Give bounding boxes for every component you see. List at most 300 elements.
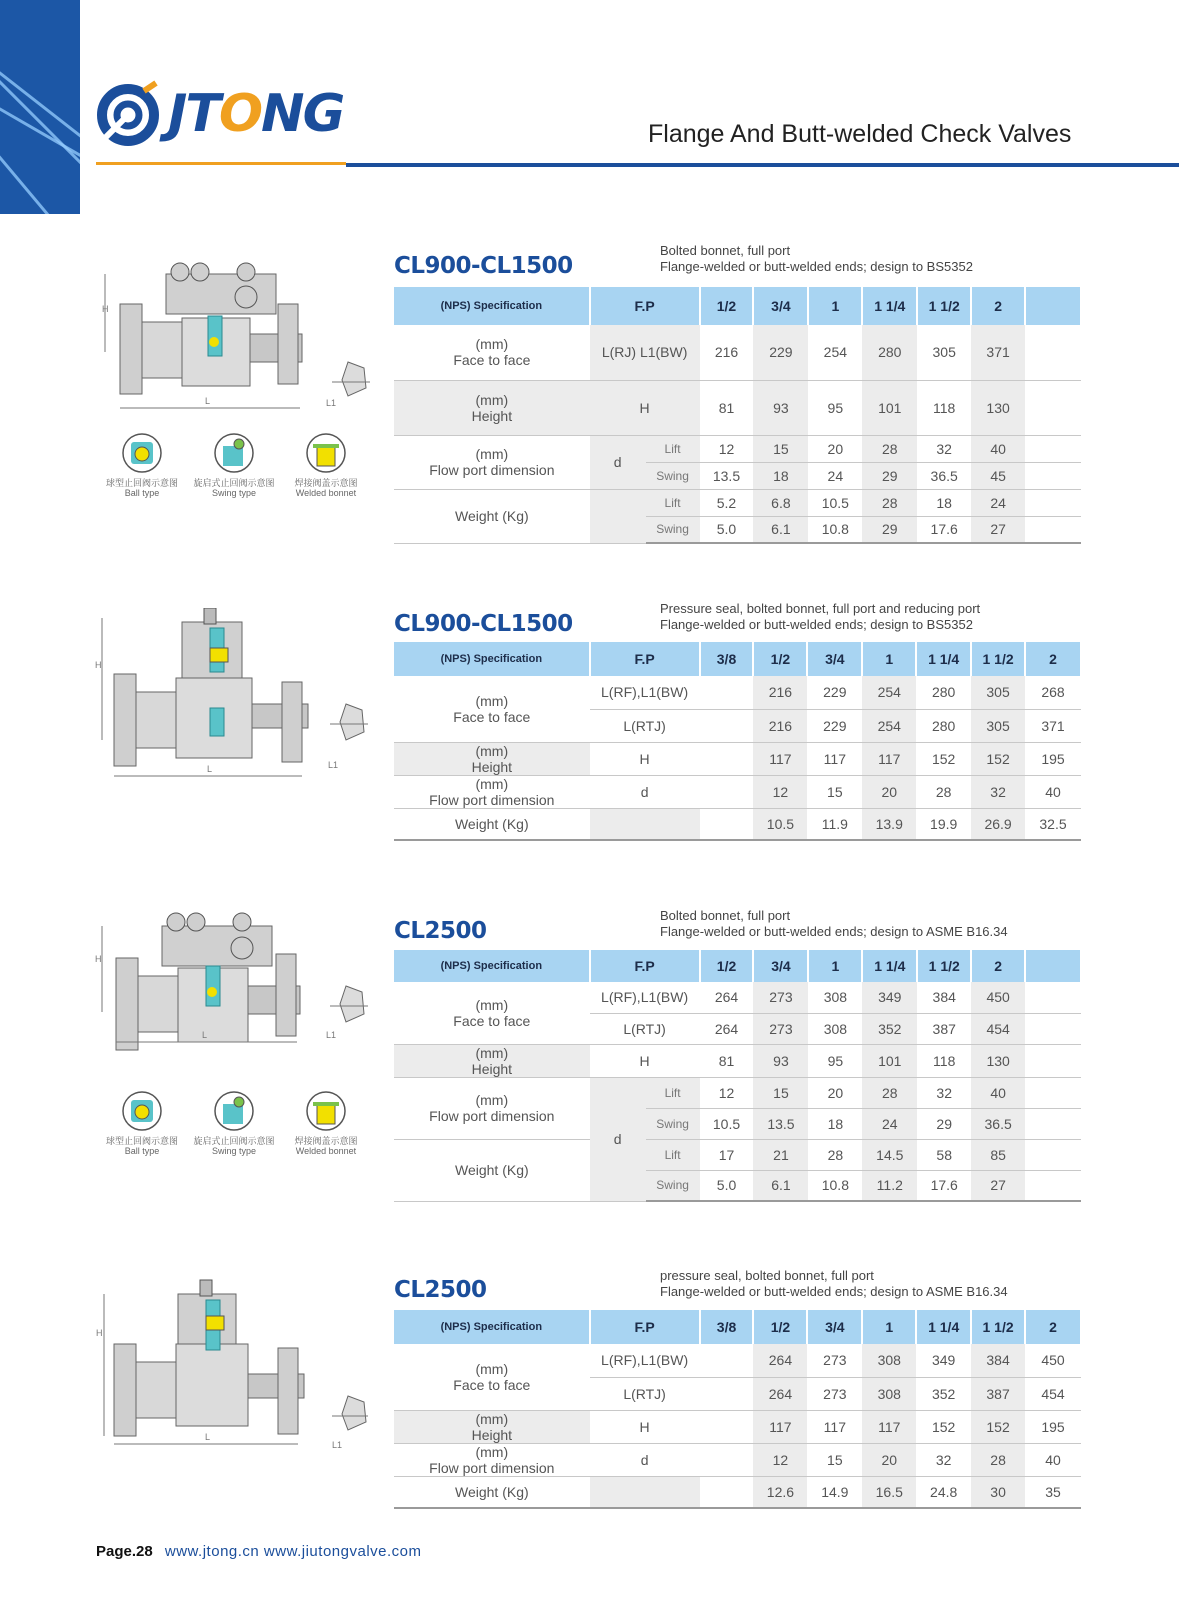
header-size: 1 1/2	[971, 1310, 1025, 1344]
valve-type-icons	[96, 432, 372, 498]
header-spec: (NPS) Specification	[394, 950, 590, 982]
row-fp: L(RTJ)	[590, 709, 700, 742]
row-label	[394, 1344, 590, 1410]
header-size: 2	[1025, 1310, 1081, 1344]
table-cell: 18	[753, 462, 808, 489]
table-cell: 5.0	[700, 516, 754, 543]
table-cell: 28	[808, 1139, 862, 1170]
table-cell: 10.5	[808, 489, 862, 516]
table-cell	[700, 1377, 754, 1410]
row-label-text: Flow port dimension	[429, 1108, 555, 1124]
header-fp: F.P	[590, 1310, 700, 1344]
table-cell: 387	[917, 1013, 971, 1044]
section-desc-line: Bolted bonnet, full port	[660, 908, 791, 923]
header-size: 3/8	[700, 1310, 754, 1344]
table-cell: 18	[917, 489, 971, 516]
table-cell: 6.8	[753, 489, 808, 516]
table-cell: 254	[862, 676, 916, 709]
table-cell: 17	[700, 1139, 754, 1170]
row-label: Weight (Kg)	[394, 808, 590, 840]
table-cell: 24.8	[916, 1476, 971, 1508]
icon-caption-en: Ball type	[124, 1146, 160, 1156]
brand-logo	[94, 74, 343, 154]
table-cell: 11.2	[862, 1170, 917, 1201]
table-cell: 195	[1025, 1410, 1081, 1443]
table-cell: 19.9	[916, 808, 971, 840]
table-cell	[1025, 1044, 1081, 1077]
table-cell: 450	[1025, 1344, 1081, 1377]
row-label-unit: (mm)	[475, 1360, 509, 1377]
table-cell: 10.8	[808, 516, 862, 543]
table-cell: 117	[753, 742, 807, 775]
row-label-text: Height	[471, 1426, 513, 1443]
table-cell: 30	[971, 1476, 1025, 1508]
table-cell: 454	[971, 1013, 1025, 1044]
header-size: 1	[862, 642, 916, 676]
table-cell: 17.6	[917, 1170, 971, 1201]
table-cell: 10.5	[700, 1108, 754, 1139]
header-rule	[346, 163, 1179, 167]
table-cell: 93	[753, 1044, 808, 1077]
row-fp: L(RJ) L1(BW)	[590, 325, 700, 380]
table-cell	[1025, 1077, 1081, 1108]
section-description	[660, 601, 980, 633]
table-cell: 40	[971, 1077, 1025, 1108]
row-label-text: Height	[471, 407, 513, 424]
table-cell: 45	[971, 462, 1025, 489]
dim-label-l1: L1	[328, 760, 339, 770]
icon-caption-en: Swing type	[211, 1146, 257, 1156]
table-cell: 40	[971, 435, 1025, 462]
row-label-unit: (mm)	[475, 1410, 509, 1427]
table-cell: 5.2	[700, 489, 754, 516]
swing-type-item	[188, 432, 280, 498]
dim-label-l: L	[202, 1030, 208, 1040]
section-desc-line: Pressure seal, bolted bonnet, full port and reducing port	[660, 601, 981, 616]
row-label-text: Flow port dimension	[429, 1459, 555, 1476]
table-cell: 117	[862, 742, 916, 775]
table-cell: 264	[753, 1344, 807, 1377]
icon-caption-en: Ball type	[124, 488, 160, 498]
header-size: 1/2	[753, 642, 807, 676]
table-cell: 229	[753, 325, 808, 380]
dim-label-h: H	[95, 954, 102, 964]
logo-underline	[96, 162, 346, 165]
table-cell: 18	[808, 1108, 862, 1139]
row-label-text: Face to face	[453, 352, 531, 369]
table-cell: 28	[862, 435, 917, 462]
section-desc-line: Flange-welded or butt-welded ends; design to ASME B16.34	[660, 1284, 1008, 1299]
row-fp: L(RF),L1(BW)	[590, 1344, 700, 1377]
table-cell: 195	[1025, 742, 1081, 775]
section-description	[660, 1268, 1008, 1300]
table-cell: 40	[1025, 775, 1081, 808]
row-label-unit: (mm)	[475, 775, 509, 792]
table-cell: 152	[916, 742, 971, 775]
table-cell: 13.5	[753, 1108, 808, 1139]
table-cell: 117	[807, 1410, 862, 1443]
valve-drawing-pressure-seal	[92, 608, 372, 786]
table-cell	[1025, 1139, 1081, 1170]
dim-label-h: H	[95, 660, 102, 670]
table-cell: 216	[753, 709, 807, 742]
dim-label-l1: L1	[326, 398, 337, 408]
table-cell: 32.5	[1025, 808, 1081, 840]
table-cell: 93	[753, 380, 808, 435]
welded-bonnet-icon	[305, 1090, 347, 1132]
row-label	[394, 435, 590, 489]
table-cell: 36.5	[971, 1108, 1025, 1139]
table-cell: 32	[916, 1443, 971, 1476]
icon-caption-en: Welded bonnet	[295, 488, 357, 498]
table-cell	[1025, 325, 1081, 380]
row-label	[394, 1443, 590, 1476]
table-cell	[700, 1410, 754, 1443]
table-cell: 95	[808, 380, 862, 435]
row-label	[394, 380, 590, 435]
welded-bonnet-item	[280, 1090, 372, 1156]
table-cell: 387	[971, 1377, 1025, 1410]
row-label-unit: (mm)	[475, 336, 509, 353]
table-cell: 117	[753, 1410, 807, 1443]
section-title: CL900-CL1500	[394, 611, 573, 637]
row-label: Weight (Kg)	[394, 1476, 590, 1508]
table-cell: 130	[971, 380, 1025, 435]
table-cell: 352	[862, 1013, 917, 1044]
table-cell: 264	[700, 982, 754, 1013]
table-cell	[700, 1476, 754, 1508]
sub-label: Swing	[646, 516, 700, 543]
ball-type-icon	[121, 432, 163, 474]
ball-type-item	[96, 432, 188, 498]
table-cell: 308	[862, 1344, 916, 1377]
icon-caption-cn: 焊接阀盖示意图	[294, 1136, 358, 1146]
table-cell: 371	[971, 325, 1025, 380]
table-cell: 229	[807, 709, 862, 742]
table-cell: 130	[971, 1044, 1025, 1077]
table-cell: 11.9	[807, 808, 862, 840]
table-cell: 254	[862, 709, 916, 742]
sub-label: Lift	[646, 489, 700, 516]
section-description	[660, 243, 973, 275]
dim-label-l: L	[205, 1432, 211, 1442]
table-cell: 24	[808, 462, 862, 489]
sub-label: Lift	[646, 1139, 700, 1170]
footer-urls: www.jtong.cn www.jiutongvalve.com	[164, 1543, 422, 1560]
row-label: Weight (Kg)	[394, 489, 590, 543]
table-cell: 308	[808, 982, 862, 1013]
table-cell: 95	[808, 1044, 862, 1077]
table-cell	[1025, 380, 1081, 435]
table-cell: 216	[700, 325, 754, 380]
header-size	[1025, 950, 1081, 982]
row-label-unit: (mm)	[475, 1443, 509, 1460]
row-fp: d	[590, 435, 646, 489]
table-cell: 10.5	[753, 808, 807, 840]
dim-label-l1: L1	[332, 1440, 343, 1450]
header-size: 1 1/4	[862, 287, 917, 325]
section-desc-line: pressure seal, bolted bonnet, full port	[660, 1268, 874, 1283]
table-cell: 152	[971, 742, 1025, 775]
icon-caption-cn: 旋启式止回阀示意图	[193, 478, 275, 488]
row-label-text: Face to face	[453, 708, 531, 725]
icon-caption-cn: 球型止回阀示意图	[105, 1136, 178, 1146]
row-label	[394, 676, 590, 742]
row-label-text: Face to face	[453, 1376, 531, 1393]
header-size	[1025, 287, 1081, 325]
ball-type-icon	[121, 1090, 163, 1132]
table-cell: 15	[807, 1443, 862, 1476]
section-desc-line: Flange-welded or butt-welded ends; design to BS5352	[660, 617, 973, 632]
header-size: 1 1/4	[862, 950, 917, 982]
row-label-unit: (mm)	[475, 446, 509, 462]
table-cell: 58	[917, 1139, 971, 1170]
header-spec: (NPS) Specification	[394, 287, 590, 325]
header-size: 1	[808, 287, 862, 325]
sub-label: Swing	[646, 1170, 700, 1201]
header-size: 1 1/2	[917, 950, 971, 982]
icon-caption-cn: 旋启式止回阀示意图	[193, 1136, 275, 1146]
table-cell: 85	[971, 1139, 1025, 1170]
table-cell: 12	[753, 1443, 807, 1476]
table-cell: 349	[916, 1344, 971, 1377]
row-label	[394, 982, 590, 1044]
table-cell	[700, 676, 754, 709]
row-label-text: Height	[471, 758, 513, 775]
table-cell: 28	[862, 489, 917, 516]
table-cell	[700, 1443, 754, 1476]
table-cell: 20	[808, 1077, 862, 1108]
table-cell: 28	[916, 775, 971, 808]
logo-text: JTONG	[168, 84, 344, 144]
table-cell: 305	[971, 709, 1025, 742]
dim-label-l: L	[205, 396, 211, 406]
table-cell: 29	[862, 516, 917, 543]
row-fp: H	[590, 1410, 700, 1443]
swing-type-item	[188, 1090, 280, 1156]
section-title: CL2500	[394, 1277, 487, 1303]
table-cell: 450	[971, 982, 1025, 1013]
table-cell: 15	[753, 1077, 808, 1108]
header-fp: F.P	[590, 287, 700, 325]
table-cell	[1025, 489, 1081, 516]
swing-type-icon	[213, 1090, 255, 1132]
header-size: 1 1/2	[917, 287, 971, 325]
header-size: 3/4	[753, 950, 808, 982]
header-spec: (NPS) Specification	[394, 642, 590, 676]
swing-type-icon	[213, 432, 255, 474]
table-cell: 264	[700, 1013, 754, 1044]
table-cell: 14.5	[862, 1139, 917, 1170]
table-cell: 32	[971, 775, 1025, 808]
table-cell: 254	[808, 325, 862, 380]
table-cell: 35	[1025, 1476, 1081, 1508]
table-cell: 273	[753, 1013, 808, 1044]
table-cell: 20	[808, 435, 862, 462]
table-cell: 24	[971, 489, 1025, 516]
table-cell: 280	[862, 325, 917, 380]
header-size: 3/4	[753, 287, 808, 325]
icon-caption-cn: 球型止回阀示意图	[105, 478, 178, 488]
header-size: 2	[971, 950, 1025, 982]
table-cell: 371	[1025, 709, 1081, 742]
row-fp	[590, 1476, 700, 1508]
table-cell: 117	[807, 742, 862, 775]
table-cell: 6.1	[753, 1170, 808, 1201]
row-fp: L(RTJ)	[590, 1013, 700, 1044]
row-label-unit: (mm)	[475, 692, 509, 709]
row-label-unit: (mm)	[475, 391, 509, 408]
row-label-text: Height	[471, 1060, 513, 1077]
sub-label: Swing	[646, 1108, 700, 1139]
row-label	[394, 1077, 590, 1139]
sub-label: Lift	[646, 435, 700, 462]
header-size: 1/2	[753, 1310, 807, 1344]
row-label	[394, 775, 590, 808]
table-cell: 81	[700, 1044, 754, 1077]
table-cell: 40	[1025, 1443, 1081, 1476]
section-desc-line: Flange-welded or butt-welded ends; design to ASME B16.34	[660, 924, 1008, 939]
table-cell: 454	[1025, 1377, 1081, 1410]
dim-label-h: H	[96, 1328, 103, 1338]
table-cell: 32	[917, 435, 971, 462]
table-cell	[700, 709, 754, 742]
ball-type-item	[96, 1090, 188, 1156]
spec-table	[394, 642, 1082, 841]
icon-caption-en: Swing type	[211, 488, 257, 498]
row-fp: L(RF),L1(BW)	[590, 676, 700, 709]
header-fp: F.P	[590, 950, 700, 982]
table-cell: 26.9	[971, 808, 1025, 840]
table-cell: 21	[753, 1139, 808, 1170]
table-cell: 17.6	[917, 516, 971, 543]
table-cell: 117	[862, 1410, 916, 1443]
row-fp	[590, 489, 646, 543]
table-cell: 352	[916, 1377, 971, 1410]
header-size: 3/4	[807, 1310, 862, 1344]
table-cell: 229	[807, 676, 862, 709]
row-label	[394, 1044, 590, 1077]
table-cell	[1025, 435, 1081, 462]
table-cell: 12.6	[753, 1476, 807, 1508]
table-cell: 24	[862, 1108, 917, 1139]
table-cell: 36.5	[917, 462, 971, 489]
header-spec: (NPS) Specification	[394, 1310, 590, 1344]
table-cell: 305	[917, 325, 971, 380]
row-fp: H	[590, 742, 700, 775]
table-cell: 152	[971, 1410, 1025, 1443]
section-description	[660, 908, 1008, 940]
row-fp: d	[590, 1443, 700, 1476]
table-cell	[700, 808, 754, 840]
table-cell: 308	[862, 1377, 916, 1410]
header-size: 1 1/4	[916, 642, 971, 676]
table-cell	[1025, 1108, 1081, 1139]
page-title: Flange And Butt-welded Check Valves	[648, 120, 1072, 148]
table-cell: 12	[753, 775, 807, 808]
dim-label-l: L	[207, 764, 213, 774]
table-cell	[1025, 462, 1081, 489]
header-size: 1 1/4	[916, 1310, 971, 1344]
row-label: Weight (Kg)	[394, 1139, 590, 1201]
header-size: 3/4	[807, 642, 862, 676]
table-cell: 384	[917, 982, 971, 1013]
row-label-text: Face to face	[453, 1012, 531, 1029]
welded-bonnet-icon	[305, 432, 347, 474]
table-cell: 10.8	[808, 1170, 862, 1201]
table-cell: 20	[862, 1443, 916, 1476]
table-cell	[1025, 1170, 1081, 1201]
valve-drawing-pressure-seal	[92, 1276, 372, 1452]
logo-mark-icon	[94, 79, 164, 149]
corner-decoration	[0, 0, 80, 214]
row-label-text: Flow port dimension	[429, 791, 555, 808]
spec-table	[394, 287, 1082, 544]
table-cell: 280	[916, 709, 971, 742]
section-title: CL2500	[394, 918, 487, 944]
table-cell: 29	[862, 462, 917, 489]
table-cell: 16.5	[862, 1476, 916, 1508]
section-title: CL900-CL1500	[394, 253, 573, 279]
dim-label-l1: L1	[326, 1030, 337, 1040]
row-label	[394, 742, 590, 775]
row-fp	[590, 808, 700, 840]
table-cell: 32	[917, 1077, 971, 1108]
table-cell	[700, 1344, 754, 1377]
page-footer	[96, 1543, 422, 1560]
row-fp: L(RTJ)	[590, 1377, 700, 1410]
table-cell: 15	[807, 775, 862, 808]
table-cell: 5.0	[700, 1170, 754, 1201]
row-label-text: Flow port dimension	[429, 462, 555, 478]
table-cell	[1025, 982, 1081, 1013]
table-cell: 118	[917, 1044, 971, 1077]
table-cell	[700, 775, 754, 808]
table-cell: 118	[917, 380, 971, 435]
table-cell: 273	[753, 982, 808, 1013]
table-cell: 305	[971, 676, 1025, 709]
spec-table	[394, 950, 1082, 1202]
table-cell	[1025, 516, 1081, 543]
table-cell: 28	[971, 1443, 1025, 1476]
table-cell: 15	[753, 435, 808, 462]
valve-drawing-bolted	[92, 912, 372, 1062]
table-cell: 13.9	[862, 808, 916, 840]
row-fp: d	[590, 1077, 646, 1201]
icon-caption-en: Welded bonnet	[295, 1146, 357, 1156]
table-cell: 264	[753, 1377, 807, 1410]
table-cell: 384	[971, 1344, 1025, 1377]
table-cell: 28	[862, 1077, 917, 1108]
row-label-unit: (mm)	[475, 742, 509, 759]
table-cell: 152	[916, 1410, 971, 1443]
table-cell: 12	[700, 435, 754, 462]
row-fp: d	[590, 775, 700, 808]
row-fp: H	[590, 1044, 700, 1077]
row-label	[394, 1410, 590, 1443]
table-cell: 81	[700, 380, 754, 435]
table-cell	[700, 742, 754, 775]
table-cell: 349	[862, 982, 917, 1013]
sub-label: Lift	[646, 1077, 700, 1108]
header-size: 1	[808, 950, 862, 982]
icon-caption-cn: 焊接阀盖示意图	[294, 478, 358, 488]
table-cell: 27	[971, 1170, 1025, 1201]
table-cell: 216	[753, 676, 807, 709]
header-size: 2	[1025, 642, 1081, 676]
header-size: 1	[862, 1310, 916, 1344]
header-size: 1/2	[700, 950, 754, 982]
